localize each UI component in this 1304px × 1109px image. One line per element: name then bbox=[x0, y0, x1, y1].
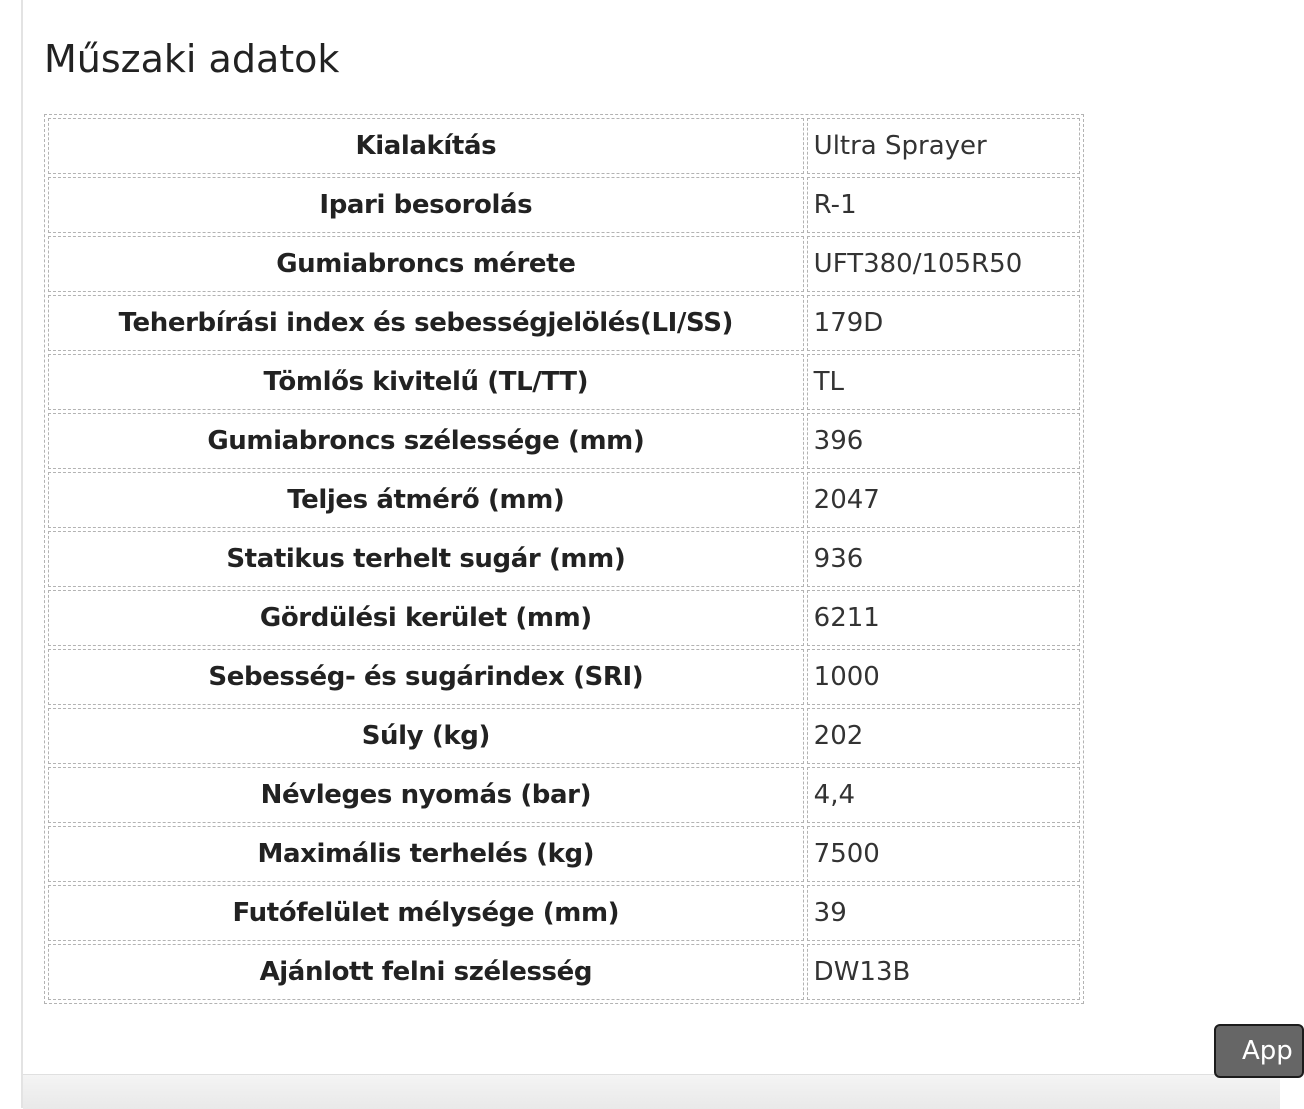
spec-label: Névleges nyomás (bar) bbox=[48, 767, 804, 823]
spec-label: Ajánlott felni szélesség bbox=[48, 944, 804, 1000]
table-row bbox=[48, 295, 1080, 351]
table-row bbox=[48, 236, 1080, 292]
spec-label: Statikus terhelt sugár (mm) bbox=[48, 531, 804, 587]
spec-value: 936 bbox=[807, 531, 1080, 587]
specs-table bbox=[44, 114, 1084, 1004]
spec-value: 39 bbox=[807, 885, 1080, 941]
spec-value: Ultra Sprayer bbox=[807, 118, 1080, 174]
spec-label: Ipari besorolás bbox=[48, 177, 804, 233]
apply-button[interactable]: App bbox=[1214, 1024, 1304, 1078]
spec-value: TL bbox=[807, 354, 1080, 410]
spec-value: UFT380/105R50 bbox=[807, 236, 1080, 292]
spec-value: 7500 bbox=[807, 826, 1080, 882]
section-title: Műszaki adatok bbox=[44, 37, 340, 81]
spec-label: Futófelület mélysége (mm) bbox=[48, 885, 804, 941]
table-row bbox=[48, 708, 1080, 764]
spec-label: Súly (kg) bbox=[48, 708, 804, 764]
spec-value: 179D bbox=[807, 295, 1080, 351]
spec-value: 202 bbox=[807, 708, 1080, 764]
table-row bbox=[48, 885, 1080, 941]
spec-value: R-1 bbox=[807, 177, 1080, 233]
spec-label: Gumiabroncs szélessége (mm) bbox=[48, 413, 804, 469]
spec-label: Kialakítás bbox=[48, 118, 804, 174]
spec-value: 1000 bbox=[807, 649, 1080, 705]
table-row bbox=[48, 944, 1080, 1000]
spec-value: 6211 bbox=[807, 590, 1080, 646]
table-row bbox=[48, 177, 1080, 233]
table-row bbox=[48, 767, 1080, 823]
spec-label: Teherbírási index és sebességjelölés(LI/SS) bbox=[48, 295, 804, 351]
table-row bbox=[48, 826, 1080, 882]
spec-value: DW13B bbox=[807, 944, 1080, 1000]
spec-value: 396 bbox=[807, 413, 1080, 469]
table-row bbox=[48, 649, 1080, 705]
left-divider bbox=[21, 0, 23, 1108]
spec-label: Sebesség- és sugárindex (SRI) bbox=[48, 649, 804, 705]
table-row bbox=[48, 413, 1080, 469]
spec-label: Gördülési kerület (mm) bbox=[48, 590, 804, 646]
table-row bbox=[48, 354, 1080, 410]
bottom-bar bbox=[23, 1074, 1280, 1109]
table-row bbox=[48, 472, 1080, 528]
spec-label: Tömlős kivitelű (TL/TT) bbox=[48, 354, 804, 410]
spec-label: Gumiabroncs mérete bbox=[48, 236, 804, 292]
table-row bbox=[48, 118, 1080, 174]
spec-label: Maximális terhelés (kg) bbox=[48, 826, 804, 882]
table-row bbox=[48, 531, 1080, 587]
spec-label: Teljes átmérő (mm) bbox=[48, 472, 804, 528]
spec-value: 2047 bbox=[807, 472, 1080, 528]
spec-value: 4,4 bbox=[807, 767, 1080, 823]
table-row bbox=[48, 590, 1080, 646]
